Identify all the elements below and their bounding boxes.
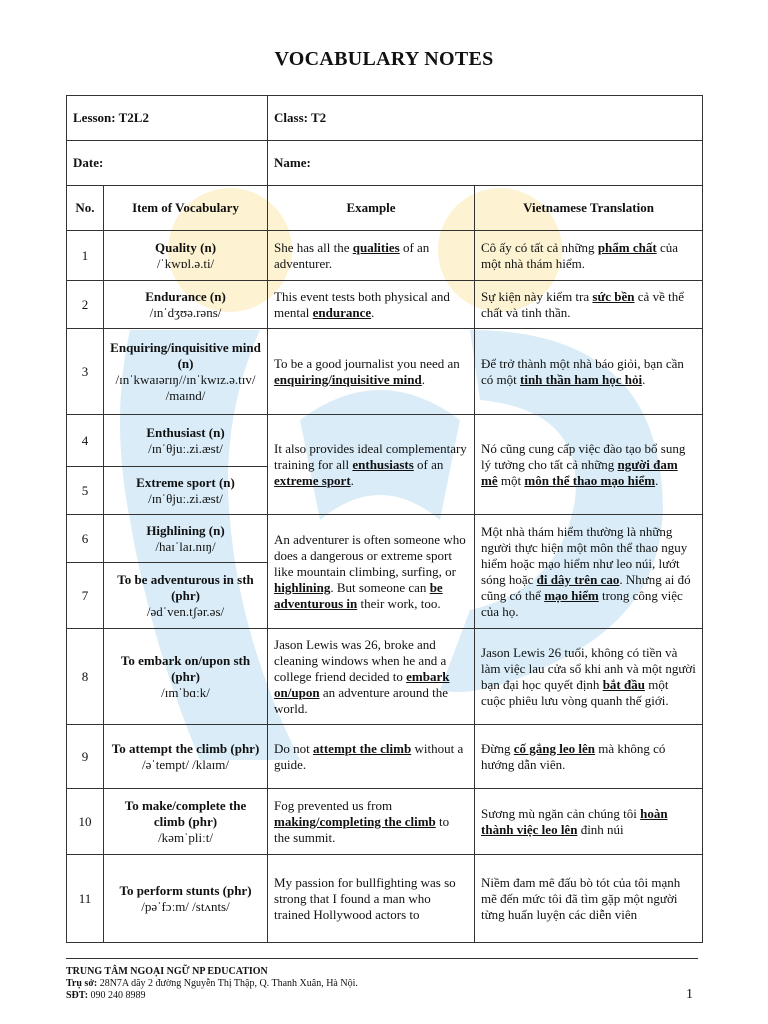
name-field: Name:: [268, 141, 703, 186]
lesson-row: [67, 96, 703, 141]
text-segment: An adventurer is often someone who does a dangerous or extreme sport like mountain climbing, surfing, or: [274, 531, 466, 579]
keyword: đi dây trên cao: [536, 571, 620, 587]
example-cell: [268, 329, 475, 415]
vocab-item: [104, 725, 268, 789]
text-segment: of an adventurer.: [274, 239, 430, 271]
footer-phone: [66, 990, 358, 1002]
text-segment: một: [497, 472, 525, 488]
vocab-ipa: /ədˈven.tʃər.əs/: [146, 603, 225, 619]
text-segment: Jason Lewis 26 tuổi, không có tiền và làm việc lau cửa sổ khi anh và một người bạn đại học quyết định: [481, 644, 696, 692]
text-segment: cả về thể chất và tinh thần.: [481, 288, 684, 320]
vocab-item: [104, 281, 268, 329]
footer-address: [66, 978, 358, 990]
row-number: 10: [67, 789, 104, 855]
footer-phone-text: 090 240 8989: [88, 990, 146, 1001]
footer-address-text: 28N7A dãy 2 đường Nguyễn Thị Thập, Q. Thanh Xuân, Hà Nội.: [97, 978, 358, 989]
example-cell: [268, 629, 475, 725]
text-segment: their work, too.: [357, 595, 441, 611]
vocab-ipa: /ɪmˈbɑːk/: [161, 684, 210, 700]
keyword: hoàn thành việc leo lên: [481, 805, 668, 837]
translation-cell: [475, 515, 703, 629]
row-number: 4: [67, 415, 104, 467]
text-segment: She has all the: [274, 239, 353, 255]
vocab-item: [104, 329, 268, 415]
vocab-ipa: /ɪnˈθjuː.zi.æst/: [148, 440, 223, 456]
vocab-item: [104, 415, 268, 467]
text-segment: .: [350, 472, 354, 488]
text-segment: .: [642, 371, 646, 387]
vocab-ipa: /ˈkwɒl.ə.ti/: [156, 255, 215, 271]
vocab-ipa: /kəmˈpliːt/: [158, 829, 213, 845]
example-cell: [268, 281, 475, 329]
text-segment: đỉnh núi: [577, 821, 624, 837]
text-segment: .: [371, 304, 375, 320]
text-segment: .: [421, 371, 426, 387]
example-cell: [268, 789, 475, 855]
vocab-item: [104, 231, 268, 281]
keyword: môn thể thao mạo hiểm: [524, 472, 656, 488]
vocab-ipa: /ɪnˈkwaɪərɪŋ//ɪnˈkwɪz.ə.tɪv/ /maɪnd/: [115, 371, 256, 403]
table-row: [67, 231, 703, 281]
page-number: 1: [686, 987, 693, 1002]
date-field: Date:: [67, 141, 268, 186]
vocab-item: [104, 515, 268, 563]
table-row: [67, 415, 703, 467]
keyword: making/completing the climb: [274, 813, 436, 829]
vocab-ipa: /ɪnˈθjuː.zi.æst/: [148, 490, 223, 506]
translation-cell: [475, 725, 703, 789]
text-segment: This event tests both physical and mental: [274, 288, 450, 320]
keyword: người đam mê: [481, 456, 678, 488]
vocab-ipa: /pəˈfɔːm/ /stʌnts/: [141, 898, 230, 914]
keyword: sức bền: [592, 288, 635, 304]
vocabulary-table: [66, 95, 703, 943]
keyword: enquiring/inquisitive mind: [274, 371, 422, 387]
footer-phone-label: SĐT:: [66, 990, 89, 1001]
keyword: attempt the climb: [313, 740, 412, 756]
col-header-item: Item of Vocabulary: [104, 186, 268, 231]
text-segment: .: [655, 472, 659, 488]
translation-cell: [475, 855, 703, 943]
text-segment: Sự kiện này kiểm tra: [481, 288, 593, 304]
vocab-word: Enquiring/inquisitive mind (n): [110, 339, 261, 371]
vocab-word: Extreme sport (n): [136, 474, 235, 490]
footer-org: TRUNG TÂM NGOẠI NGỮ NP EDUCATION: [66, 966, 268, 977]
row-number: 11: [67, 855, 104, 943]
text-segment: . But someone can: [330, 579, 430, 595]
text-segment: Fog prevented us from: [274, 797, 393, 813]
table-row: [67, 725, 703, 789]
keyword: mạo hiểm: [544, 587, 599, 603]
keyword: highlining: [274, 579, 331, 595]
text-segment: của một nhà thám hiểm.: [481, 239, 678, 271]
date-row: [67, 141, 703, 186]
column-header-row: [67, 186, 703, 231]
vocab-word: To be adventurous in sth (phr): [117, 571, 254, 603]
footer: [66, 966, 358, 1002]
vocab-ipa: /əˈtempt/ /klaɪm/: [142, 756, 230, 772]
text-segment: mà không có hướng dẫn viên.: [481, 740, 666, 772]
text-segment: Niềm đam mê đấu bò tót của tôi mạnh mẽ đến mức tôi đã tìm gặp một người từng huấn luyện các diễn viên: [481, 874, 681, 922]
row-number: 9: [67, 725, 104, 789]
text-segment: My passion for bullfighting was so strong that I found a man who trained Hollywood actors to: [274, 874, 456, 922]
table-row: [67, 855, 703, 943]
vocab-item: [104, 467, 268, 515]
vocab-ipa: /haɪˈlaɪ.nɪŋ/: [155, 538, 216, 554]
keyword: embark on/upon: [274, 668, 450, 700]
vocab-item: [104, 855, 268, 943]
table-row: [67, 329, 703, 415]
keyword: extreme sport: [274, 472, 351, 488]
example-cell: [268, 415, 475, 515]
example-cell: [268, 515, 475, 629]
page-title: VOCABULARY NOTES: [274, 48, 494, 70]
row-number: 1: [67, 231, 104, 281]
text-segment: of an: [413, 456, 444, 472]
text-segment: Đừng: [481, 740, 514, 756]
vocab-word: Highlining (n): [146, 522, 225, 538]
row-number: 8: [67, 629, 104, 725]
example-cell: [268, 855, 475, 943]
footer-divider: [66, 958, 698, 959]
col-header-no: No.: [67, 186, 104, 231]
translation-cell: [475, 329, 703, 415]
row-number: 3: [67, 329, 104, 415]
text-segment: to the summit.: [274, 813, 450, 845]
text-segment: To be a good journalist you need an: [274, 355, 460, 371]
translation-cell: [475, 281, 703, 329]
translation-cell: [475, 231, 703, 281]
keyword: be adventurous in: [274, 579, 443, 611]
text-segment: Do not: [274, 740, 314, 756]
row-number: 6: [67, 515, 104, 563]
vocab-word: Quality (n): [154, 239, 217, 255]
row-number: 5: [67, 467, 104, 515]
col-header-translation: Vietnamese Translation: [475, 186, 703, 231]
keyword: phẩm chất: [597, 239, 657, 255]
table-row: [67, 281, 703, 329]
vocab-item: [104, 563, 268, 629]
text-segment: Một nhà thám hiểm thường là những người thực hiện một môn thể thao nguy hiểm hoặc mạo hiểm như leo núi, lướt sóng hoặc: [481, 523, 688, 587]
vocab-word: Enthusiast (n): [146, 424, 225, 440]
class-field: Class: T2: [268, 96, 703, 141]
col-header-example: Example: [268, 186, 475, 231]
text-segment: Jason Lewis was 26, broke and cleaning windows when he and a college friend decided to: [274, 636, 447, 684]
vocab-word: To make/complete the climb (phr): [124, 797, 247, 829]
keyword: cố gắng leo lên: [513, 740, 595, 756]
text-segment: Nó cũng cung cấp việc đào tạo bổ sung lý tưởng cho tất cả những: [481, 440, 686, 472]
table-row: [67, 515, 703, 563]
text-segment: an adventure around the world.: [274, 684, 449, 716]
lesson-field: Lesson: T2L2: [67, 96, 268, 141]
text-segment: Sương mù ngăn cản chúng tôi: [481, 805, 641, 821]
translation-cell: [475, 789, 703, 855]
text-segment: Để trở thành một nhà báo giỏi, bạn cần có một: [481, 355, 684, 387]
table-row: [67, 629, 703, 725]
keyword: enthusiasts: [352, 456, 414, 472]
text-segment: Cô ấy có tất cả những: [481, 239, 598, 255]
keyword: bắt đầu: [602, 676, 645, 692]
example-cell: [268, 231, 475, 281]
text-segment: một cuộc phiêu lưu vòng quanh thế giới.: [481, 676, 669, 708]
keyword: qualities: [352, 239, 400, 255]
text-segment: It also provides ideal complementary training for all: [274, 440, 467, 472]
keyword: tinh thần ham học hỏi: [520, 371, 643, 387]
example-cell: [268, 725, 475, 789]
vocab-word: To embark on/upon sth (phr): [120, 652, 251, 684]
vocab-item: [104, 629, 268, 725]
text-segment: without a guide.: [274, 740, 464, 772]
vocab-ipa: /ɪnˈdʒʊə.rəns/: [149, 304, 222, 320]
vocab-item: [104, 789, 268, 855]
text-segment: . Nhưng ai đó cũng có thể: [481, 571, 691, 603]
vocab-word: Endurance (n): [145, 288, 226, 304]
translation-cell: [475, 629, 703, 725]
text-segment: trong công việc của họ.: [481, 587, 683, 619]
keyword: endurance: [312, 304, 372, 320]
translation-cell: [475, 415, 703, 515]
vocab-word: To attempt the climb (phr): [111, 740, 260, 756]
table-row: [67, 789, 703, 855]
footer-address-label: Trụ sở:: [66, 978, 98, 989]
row-number: 7: [67, 563, 104, 629]
row-number: 2: [67, 281, 104, 329]
vocab-word: To perform stunts (phr): [119, 882, 252, 898]
